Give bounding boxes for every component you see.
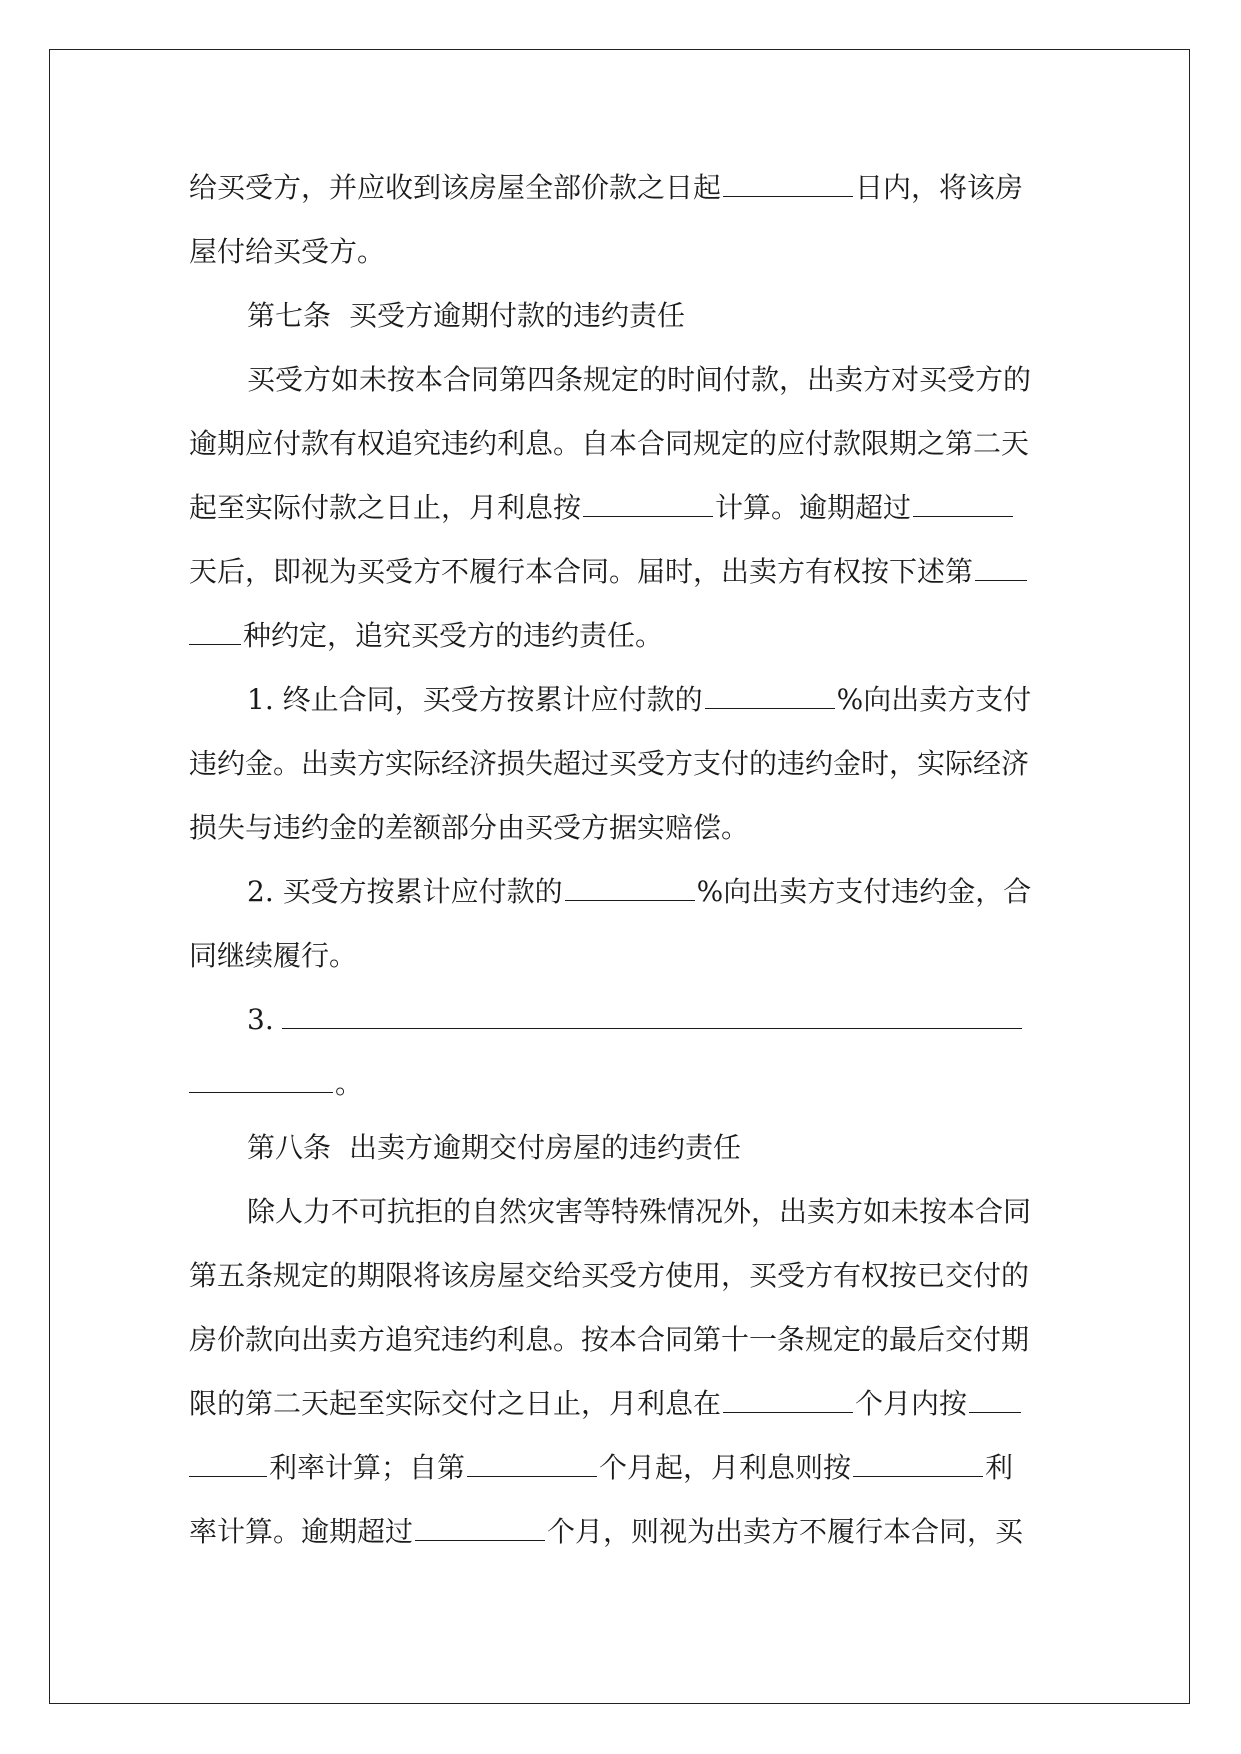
fill-in-blank — [189, 622, 241, 645]
fill-in-blank — [189, 1070, 333, 1093]
fill-in-blank — [282, 1006, 1022, 1029]
fill-in-blank — [975, 558, 1027, 581]
text-line: 3. — [189, 988, 1051, 1052]
text-line: 违约金。出卖方实际经济损失超过买受方支付的违约金时，实际经济 — [189, 747, 1030, 780]
fill-in-blank — [415, 1518, 545, 1541]
text-line: 率计算。逾期超过 个月，则视为出卖方不履行本合同，买 — [189, 1515, 1024, 1548]
text-line: 逾期应付款有权追究违约利息。自本合同规定的应付款限期之第二天 — [189, 427, 1030, 460]
text-line: 房价款向出卖方追究违约利息。按本合同第十一条规定的最后交付期 — [189, 1323, 1030, 1356]
fill-in-blank — [583, 494, 713, 517]
article-7-heading: 第七条 买受方逾期付款的违约责任 — [247, 299, 686, 332]
text-line: 1. 终止合同，买受方按累计应付款的 %向出卖方支付 — [247, 683, 1032, 716]
text-line: 除人力不可抗拒的自然灾害等特殊情况外，出卖方如未按本合同 — [247, 1195, 1032, 1228]
contract-text-body — [189, 156, 1051, 1564]
text-line: 。 — [189, 1052, 1051, 1116]
fill-in-blank — [189, 1454, 267, 1477]
text-line: 第五条规定的期限将该房屋交给买受方使用，买受方有权按已交付的 — [189, 1259, 1030, 1292]
text-line: 限的第二天起至实际交付之日止，月利息在 个月内按 — [189, 1372, 1051, 1436]
fill-in-blank — [723, 174, 853, 197]
fill-in-blank — [969, 1390, 1021, 1413]
text-line: 损失与违约金的差额部分由买受方据实赔偿。 — [189, 811, 750, 844]
text-line: 利率计算；自第 个月起，月利息则按 利 — [189, 1436, 1051, 1500]
fill-in-blank — [853, 1454, 983, 1477]
text-line: 买受方如未按本合同第四条规定的时间付款，出卖方对买受方的 — [247, 363, 1032, 396]
article-8-heading: 第八条 出卖方逾期交付房屋的违约责任 — [247, 1131, 742, 1164]
text-line: 屋付给买受方。 — [189, 235, 386, 268]
text-line: 起至实际付款之日止，月利息按 计算。逾期超过 — [189, 476, 1051, 540]
fill-in-blank — [565, 878, 695, 901]
text-line: 种约定，追究买受方的违约责任。 — [189, 604, 1051, 668]
text-line: 天后，即视为买受方不履行本合同。届时，出卖方有权按下述第 — [189, 540, 1051, 604]
text-line: 2. 买受方按累计应付款的 %向出卖方支付违约金，合 — [247, 875, 1032, 908]
fill-in-blank — [705, 686, 835, 709]
text-line: 同继续履行。 — [189, 939, 358, 972]
fill-in-blank — [467, 1454, 597, 1477]
fill-in-blank — [723, 1390, 853, 1413]
text-line: 给买受方，并应收到该房屋全部价款之日起 日内，将该房 — [189, 171, 1024, 204]
fill-in-blank — [913, 494, 1013, 517]
